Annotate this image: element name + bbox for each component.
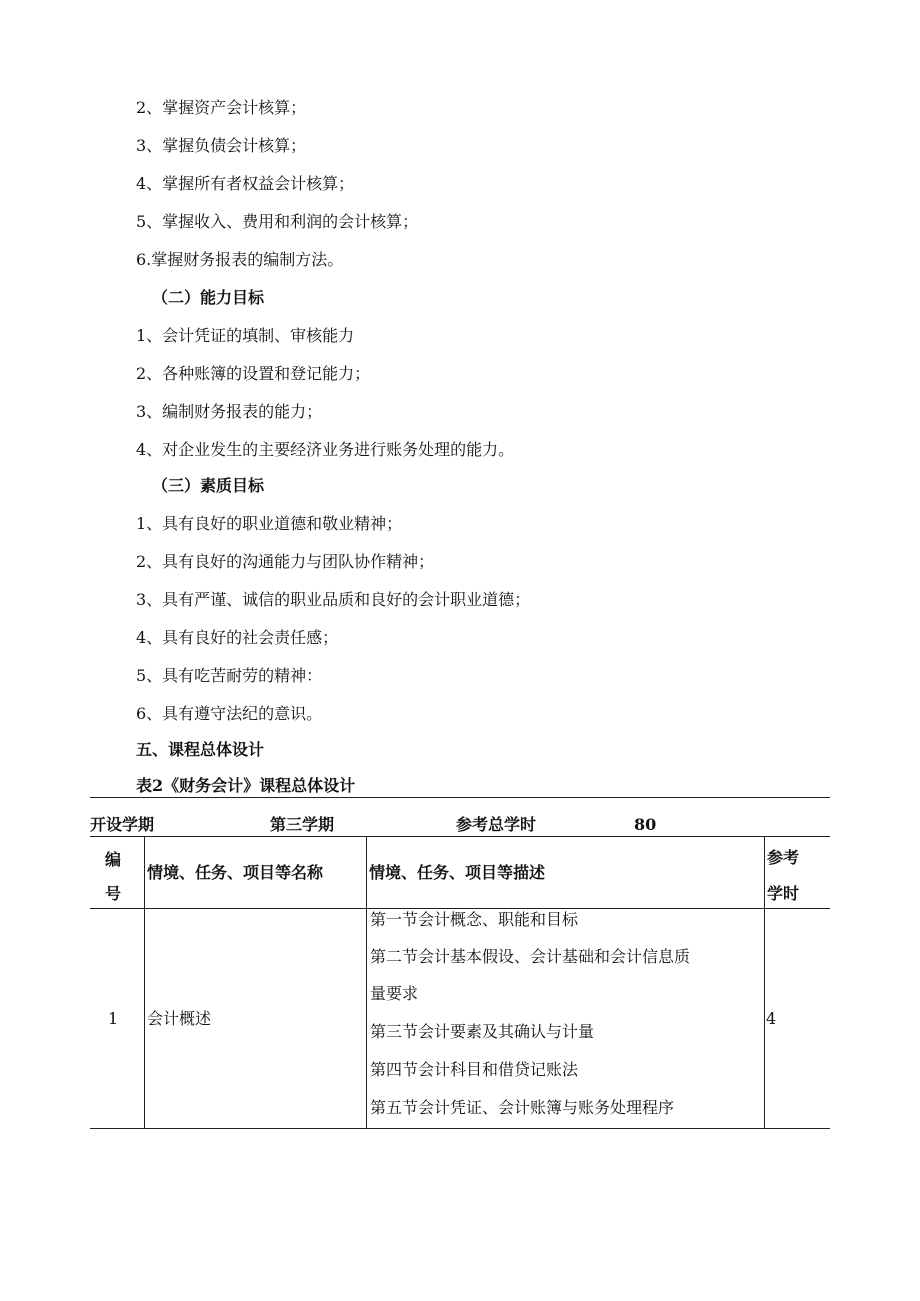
header-no-top: 编 — [105, 850, 122, 869]
quality-heading: （三）素质目标 — [152, 476, 265, 495]
row-desc-line: 第一节会计概念、职能和目标 — [370, 910, 579, 929]
table-top-rule — [90, 836, 830, 837]
row-desc-line: 第二节会计基本假设、会计基础和会计信息质 — [370, 947, 691, 966]
ability-item: 2、各种账簿的设置和登记能力； — [136, 364, 371, 383]
knowledge-item: 2、掌握资产会计核算； — [136, 98, 307, 117]
header-desc: 情境、任务、项目等描述 — [369, 863, 546, 882]
quality-item: 5、具有吃苦耐劳的精神： — [136, 666, 323, 685]
quality-item: 6、具有遵守法纪的意识。 — [136, 704, 323, 723]
semester-value: 第三学期 — [270, 815, 335, 834]
ability-heading: （二）能力目标 — [152, 288, 265, 307]
quality-item: 3、具有严谨、诚信的职业品质和良好的会计职业道德； — [136, 590, 531, 609]
knowledge-item: 5、掌握收入、费用和利润的会计核算； — [136, 212, 419, 231]
header-hours-top: 参考 — [767, 848, 800, 867]
knowledge-item: 3、掌握负债会计核算； — [136, 136, 307, 155]
header-no-bottom: 号 — [105, 884, 122, 903]
hours-value: 80 — [634, 815, 657, 834]
row-desc-line: 第三节会计要素及其确认与计量 — [370, 1022, 595, 1041]
row-hours: 4 — [766, 1009, 777, 1028]
quality-item: 1、具有良好的职业道德和敬业精神； — [136, 514, 403, 533]
ability-item: 4、对企业发生的主要经济业务进行账务处理的能力。 — [136, 440, 515, 459]
quality-item: 2、具有良好的沟通能力与团队协作精神； — [136, 552, 435, 571]
row-desc-line: 第五节会计凭证、会计账簿与账务处理程序 — [370, 1098, 675, 1117]
course-design-table — [90, 836, 830, 1129]
column-divider — [764, 836, 765, 1128]
row-desc-line: 第四节会计科目和借贷记账法 — [370, 1060, 579, 1079]
table-caption: 表2《财务会计》课程总体设计 — [136, 776, 356, 795]
row-name: 会计概述 — [147, 1009, 212, 1028]
ability-item: 1、会计凭证的填制、审核能力 — [136, 326, 355, 345]
semester-label: 开设学期 — [90, 815, 155, 834]
row-number: 1 — [108, 1009, 119, 1028]
knowledge-item: 4、掌握所有者权益会计核算； — [136, 174, 355, 193]
hours-label: 参考总学时 — [456, 815, 537, 834]
ability-item: 3、编制财务报表的能力； — [136, 402, 323, 421]
header-hours-bottom: 学时 — [767, 884, 800, 903]
row-desc-line: 量要求 — [370, 984, 419, 1003]
header-bottom-rule — [90, 908, 830, 909]
header-name: 情境、任务、项目等名称 — [147, 863, 324, 882]
meta-top-rule — [90, 797, 830, 798]
column-divider — [144, 836, 145, 1128]
section-title: 五、课程总体设计 — [136, 740, 265, 759]
quality-item: 4、具有良好的社会责任感； — [136, 628, 339, 647]
column-divider — [366, 836, 367, 1128]
knowledge-item: 6.掌握财务报表的编制方法。 — [136, 250, 344, 269]
